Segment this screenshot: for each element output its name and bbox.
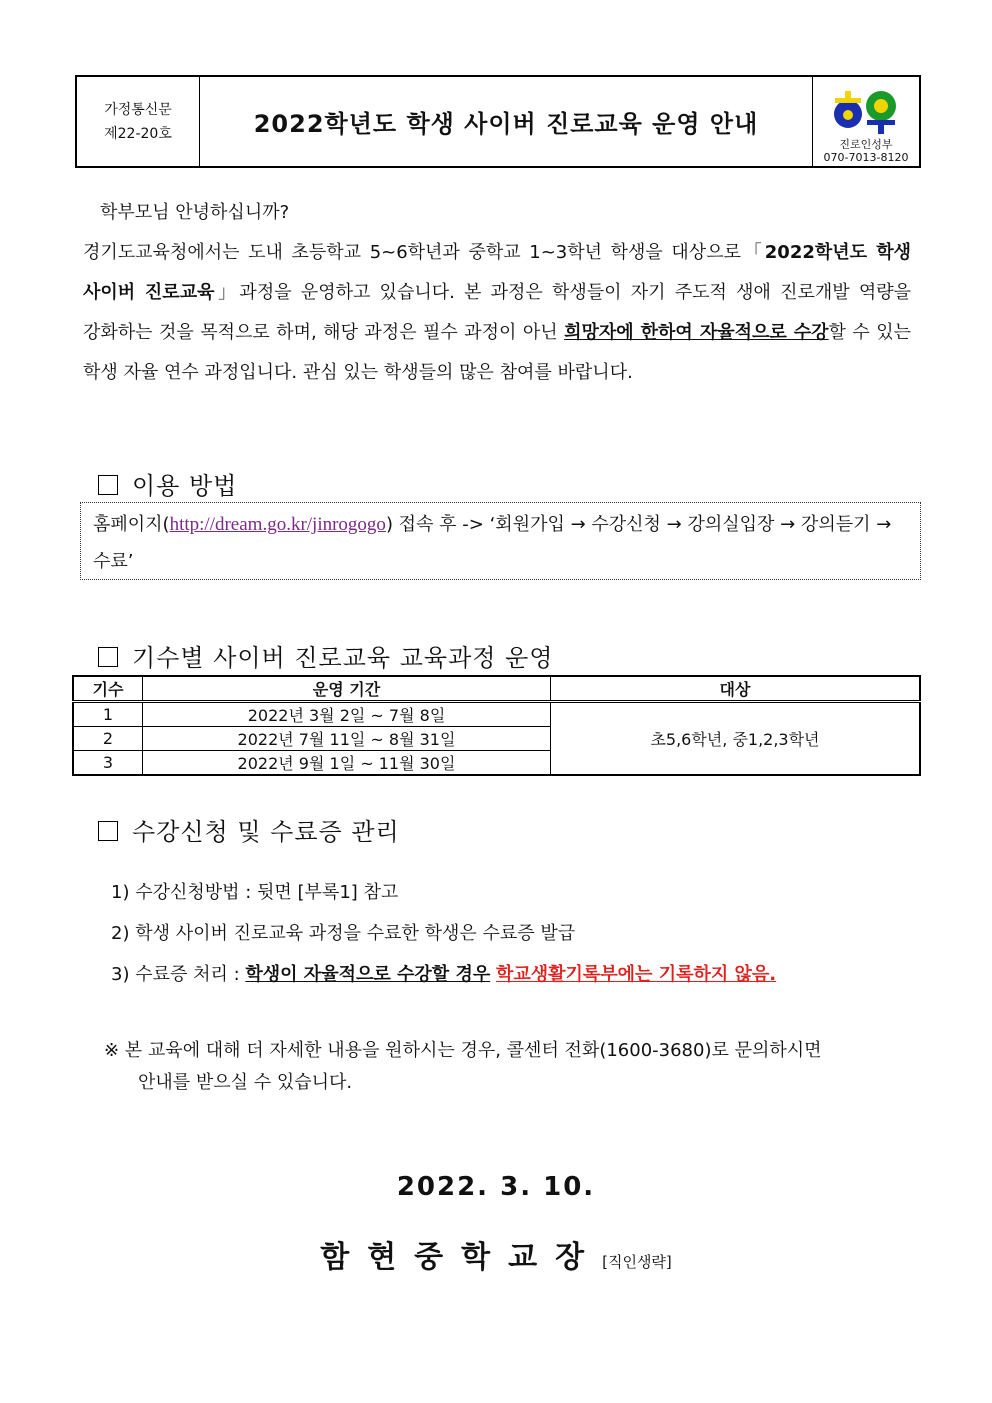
management-item-2: 2) 학생 사이버 진로교육 과정을 수료한 학생은 수료증 발급 bbox=[111, 923, 576, 944]
col-header-period: 운영 기간 bbox=[143, 676, 551, 702]
section-schedule-title bbox=[98, 638, 553, 673]
checkbox-square-icon bbox=[98, 821, 118, 841]
table-header-row bbox=[73, 676, 920, 702]
management-item-3 bbox=[111, 960, 776, 986]
checkbox-square-icon bbox=[98, 475, 118, 495]
issue-date: 2022. 3. 10. bbox=[396, 1172, 596, 1202]
document-number: 제22-20호 bbox=[104, 125, 172, 142]
signature-line bbox=[0, 1232, 992, 1276]
homepage-link[interactable]: http://dream.go.kr/jinrogogo bbox=[169, 514, 386, 535]
usage-steps: ) 접속 후 -> ‘회원가입 → 수강신청 → 강의실입장 → 강의듣기 → 수료’ bbox=[93, 514, 892, 572]
intro-paragraph bbox=[83, 233, 911, 393]
seal-omitted: [직인생략] bbox=[602, 1253, 672, 1271]
contact-note bbox=[104, 1035, 822, 1099]
school-principal: 함현중학교장 bbox=[320, 1240, 603, 1275]
cohort-cell: 3 bbox=[73, 751, 143, 776]
checkbox-square-icon bbox=[98, 647, 118, 667]
intro-bold-program: 2022학년도 학생 사이버 진로교육 bbox=[83, 242, 911, 303]
usage-prefix: 홈페이지( bbox=[93, 514, 170, 535]
department-info bbox=[813, 77, 919, 166]
section-management-title bbox=[98, 812, 400, 847]
period-cell: 2022년 7월 11일 ~ 8월 31일 bbox=[143, 727, 551, 751]
management-item-1: 1) 수강신청방법 : 뒷면 [부록1] 참고 bbox=[111, 882, 399, 903]
school-logo-icon bbox=[831, 88, 901, 134]
header-box bbox=[75, 75, 921, 168]
intro-text-3: 할 수 있는 학생 자율 연수 과정입니다. 관심 있는 학생들의 많은 참여를 바랍니다. bbox=[83, 322, 912, 383]
intro-text-1: 경기도교육청에서는 도내 초등학교 5~6학년과 중학교 1~3학년 학생을 대상으로「 bbox=[83, 242, 765, 263]
schedule-title-text: 기수별 사이버 진로교육 교육과정 운영 bbox=[132, 644, 554, 672]
department-name: 진로인성부 bbox=[839, 138, 893, 151]
period-cell: 2022년 9월 1일 ~ 11월 30일 bbox=[143, 751, 551, 776]
period-cell: 2022년 3월 2일 ~ 7월 8일 bbox=[143, 702, 551, 727]
col-header-cohort: 기수 bbox=[73, 676, 143, 702]
usage-title-text: 이용 방법 bbox=[132, 472, 238, 500]
item3-emphasis: 학생이 자율적으로 수강할 경우 bbox=[245, 964, 491, 985]
item3-red-emphasis: 학교생활기록부에는 기록하지 않음. bbox=[495, 964, 777, 985]
schedule-table bbox=[72, 675, 921, 776]
col-header-target: 대상 bbox=[551, 676, 921, 702]
management-title-text: 수강신청 및 수료증 관리 bbox=[132, 818, 400, 846]
intro-text-2: 」과정을 운영하고 있습니다. 본 과정은 학생들이 자기 주도적 생애 진로개발 역량을 강화하는 것을 목적으로 하며, 해당 과정은 필수 과정이 아닌 bbox=[83, 282, 911, 343]
category-label: 가정통신문 bbox=[104, 101, 172, 118]
target-cell: 초5,6학년, 중1,2,3학년 bbox=[551, 702, 921, 776]
greeting: 학부모님 안녕하십니까? bbox=[100, 202, 290, 223]
note-line-1: ※ 본 교육에 대해 더 자세한 내용을 원하시는 경우, 콜센터 전화(1600-3680)로 문의하시면 bbox=[104, 1040, 822, 1061]
cohort-cell: 1 bbox=[73, 702, 143, 727]
document-title: 2022학년도 학생 사이버 진로교육 운영 안내 bbox=[200, 77, 813, 166]
intro-underline: 희망자에 한하여 자율적으로 수강 bbox=[564, 322, 829, 343]
item3-prefix: 3) 수료증 처리 : bbox=[111, 964, 246, 985]
usage-box bbox=[80, 502, 921, 580]
cohort-cell: 2 bbox=[73, 727, 143, 751]
note-line-2: 안내를 받으실 수 있습니다. bbox=[138, 1072, 353, 1093]
section-usage-title bbox=[98, 466, 237, 501]
table-row bbox=[73, 702, 920, 727]
document-category bbox=[77, 77, 200, 166]
department-phone: 070-7013-8120 bbox=[823, 151, 909, 164]
